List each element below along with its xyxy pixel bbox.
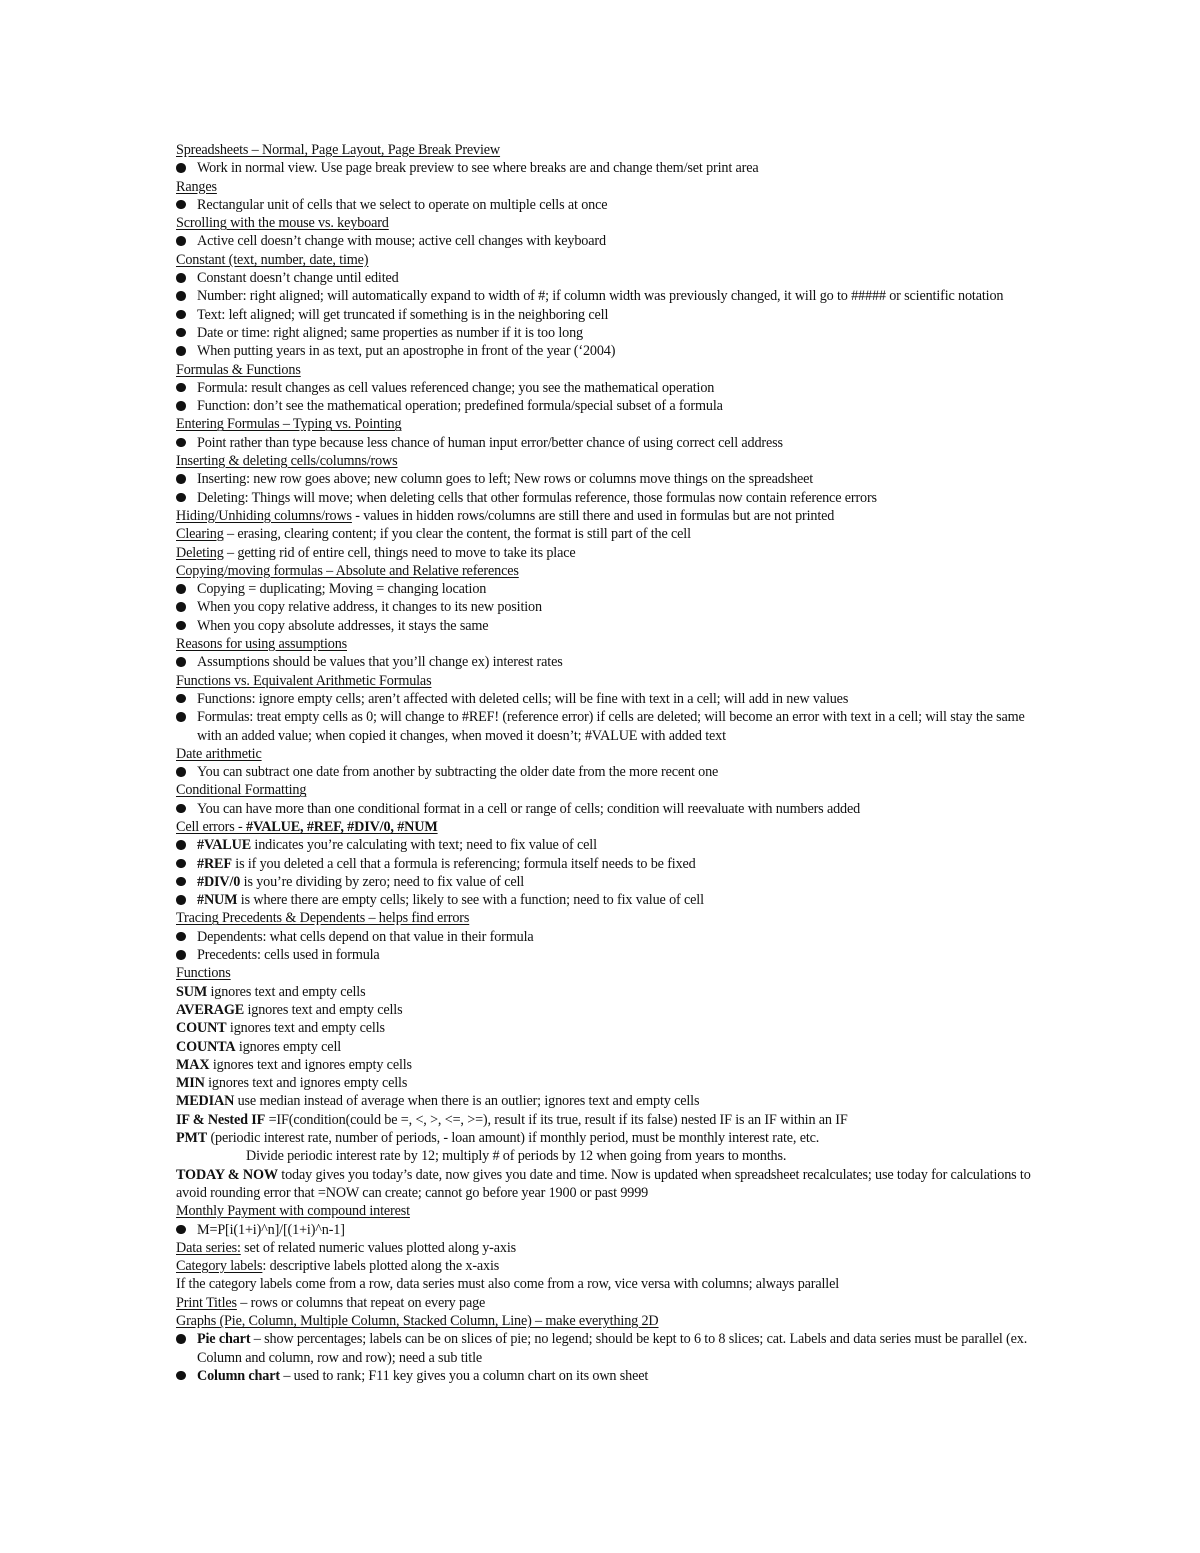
bullet-item [176, 928, 1046, 946]
section-heading [176, 214, 1046, 232]
function-line [176, 1074, 1046, 1092]
bullet-text: is where there are empty cells; likely to see with a function; need to fix value of cell [237, 892, 704, 909]
section-heading [176, 1312, 1046, 1330]
bullet-icon [176, 602, 186, 612]
bullet-item [176, 306, 1046, 324]
definition-line [176, 1257, 1046, 1275]
definition-text: – rows or columns that repeat on every page [236, 1294, 486, 1311]
definition-line [176, 544, 1046, 562]
bullet-text: Precedents: cells used in formula [197, 947, 380, 964]
bullet-item [176, 397, 1046, 415]
heading-text: Functions [176, 965, 231, 982]
bullet-text: Work in normal view. Use page break preview to see where breaks are and change them/set print area [197, 160, 759, 177]
function-line [176, 1129, 1046, 1147]
heading-text: Functions vs. Equivalent Arithmetic Formulas [176, 672, 432, 689]
function-line [176, 1111, 1046, 1129]
bullet-item [176, 196, 1046, 214]
bullet-icon [176, 401, 186, 411]
section-heading [176, 672, 1046, 690]
function-line [176, 983, 1046, 1001]
bullet-item [176, 580, 1046, 598]
heading-text: Scrolling with the mouse vs. keyboard [176, 215, 389, 232]
section-heading [176, 178, 1046, 196]
bullet-icon [176, 291, 186, 301]
function-line [176, 1001, 1046, 1019]
bullet-item [176, 855, 1046, 873]
bullet-item [176, 269, 1046, 287]
bullet-item [176, 800, 1046, 818]
definition-text: – erasing, clearing content; if you clear the content, the format is still part of the cell [223, 526, 691, 543]
bullet-icon [176, 895, 186, 905]
section-heading [176, 562, 1046, 580]
section-heading [176, 361, 1046, 379]
definition-line [176, 1294, 1046, 1312]
bullet-item [176, 379, 1046, 397]
bullet-text: – used to rank; F11 key gives you a column chart on its own sheet [279, 1367, 649, 1384]
bullet-text: Rectangular unit of cells that we select to operate on multiple cells at once [197, 196, 608, 213]
function-name: MEDIAN [176, 1093, 235, 1110]
line-text: If the category labels come from a row, data series must also come from a row, vice versa with columns; always parallel [176, 1276, 840, 1293]
definition-text: : descriptive labels plotted along the x-axis [262, 1258, 500, 1275]
function-line [176, 1038, 1046, 1056]
function-desc: today gives you today’s date, now gives you date and time. Now is updated when spreadsheet recalculates; use today for calculations to avoid rounding error that =NOW can create; cannot go before year 1900 or past 9999 [176, 1166, 1031, 1201]
bullet-item [176, 287, 1046, 305]
function-desc: ignores text and empty cells [207, 983, 366, 1000]
heading-text: Date arithmetic [176, 745, 262, 762]
bullet-icon [176, 950, 186, 960]
bullet-item [176, 617, 1046, 635]
function-line [176, 1019, 1046, 1037]
bullet-text: When you copy absolute addresses, it stays the same [197, 617, 489, 634]
bullet-icon [176, 346, 186, 356]
bullet-term: #NUM [197, 892, 238, 909]
heading-text: Conditional Formatting [176, 782, 307, 799]
heading-text: Graphs (Pie, Column, Multiple Column, Stacked Column, Line) – make everything 2D [176, 1313, 659, 1329]
bullet-term: #VALUE [197, 837, 252, 854]
section-heading [176, 251, 1046, 269]
bullet-text: Dependents: what cells depend on that value in their formula [197, 928, 534, 945]
bullet-item [176, 690, 1046, 708]
bullet-term: #REF [197, 855, 232, 872]
bullet-icon [176, 200, 186, 210]
bullet-text: Constant doesn’t change until edited [197, 270, 399, 287]
heading-text: Ranges [176, 178, 217, 195]
function-name: TODAY & NOW [176, 1166, 278, 1183]
section-heading [176, 781, 1046, 799]
bullet-icon [176, 273, 186, 283]
bullet-icon [176, 877, 186, 887]
function-name: COUNT [176, 1020, 227, 1037]
heading-text: Copying/moving formulas – Absolute and Relative references [176, 562, 519, 579]
bullet-text: indicates you’re calculating with text; need to fix value of cell [251, 837, 597, 854]
function-name: SUM [176, 983, 208, 1000]
definition-line [176, 507, 1046, 525]
bullet-icon [176, 383, 186, 393]
function-desc: ignores empty cell [235, 1038, 342, 1055]
bullet-text: Formulas: treat empty cells as 0; will change to #REF! (reference error) if cells are deleted; will become an error with text in a cell; will stay the same with an added value; when copied it changes, when moved it doesn’t; #VALUE with added text [197, 709, 1025, 744]
bullet-text: Text: left aligned; will get truncated if something is in the neighboring cell [197, 306, 609, 323]
heading-text: Constant (text, number, date, time) [176, 251, 369, 268]
bullet-icon [176, 694, 186, 704]
heading-bold-text: #VALUE, #REF, #DIV/0, #NUM [246, 818, 438, 835]
bullet-item [176, 342, 1046, 360]
definition-text: – getting rid of entire cell, things need to move to take its place [223, 544, 576, 561]
heading-text: Tracing Precedents & Dependents – helps find errors [176, 910, 470, 927]
bullet-term: #DIV/0 [197, 873, 241, 890]
bullet-text: Functions: ignore empty cells; aren’t affected with deleted cells; will be fine with text in a cell; will add in new values [197, 690, 849, 707]
section-heading [176, 452, 1046, 470]
bullet-term: Pie chart [197, 1331, 251, 1348]
bullet-icon [176, 932, 186, 942]
bullet-item [176, 946, 1046, 964]
bullet-item [176, 1330, 1046, 1367]
bullet-text: Deleting: Things will move; when deleting cells that other formulas reference, those formulas now contain reference errors [197, 489, 877, 506]
function-line [176, 1056, 1046, 1074]
bullet-item [176, 434, 1046, 452]
bullet-item [176, 708, 1046, 745]
bullet-text: Copying = duplicating; Moving = changing location [197, 581, 487, 598]
bullet-icon [176, 163, 186, 173]
bullet-text: is if you deleted a cell that a formula is referencing; formula itself needs to be fixed [231, 855, 696, 872]
function-desc: ignores text and ignores empty cells [204, 1075, 408, 1092]
definition-line [176, 525, 1046, 543]
bullet-text: – show percentages; labels can be on slices of pie; no legend; should be kept to 6 to 8 slices; cat. Labels and data series must be parallel (ex. Column and column, row and row); need a sub title [197, 1331, 1028, 1366]
bullet-text: You can have more than one conditional format in a cell or range of cells; condition will reevaluate with numbers added [197, 800, 861, 817]
function-name: MAX [176, 1056, 210, 1073]
section-heading [176, 415, 1046, 433]
heading-text: Monthly Payment with compound interest [176, 1203, 410, 1220]
function-name: MIN [176, 1075, 205, 1092]
bullet-icon [176, 584, 186, 594]
bullet-item [176, 836, 1046, 854]
bullet-icon [176, 1334, 186, 1344]
bullet-item [176, 489, 1046, 507]
heading-text: Formulas & Functions [176, 361, 301, 378]
bullet-icon [176, 493, 186, 503]
function-desc: use median instead of average when there is an outlier; ignores text and empty cells [234, 1093, 700, 1110]
term-heading: Data series: [176, 1239, 241, 1256]
term-heading: Category labels [176, 1258, 263, 1275]
bullet-item [176, 159, 1046, 177]
bullet-text: Active cell doesn’t change with mouse; active cell changes with keyboard [197, 233, 606, 250]
bullet-item [176, 873, 1046, 891]
section-heading [176, 635, 1046, 653]
bullet-text: Formula: result changes as cell values referenced change; you see the mathematical operation [197, 379, 715, 396]
bullet-text: is you’re dividing by zero; need to fix value of cell [240, 873, 525, 890]
bullet-text: When you copy relative address, it changes to its new position [197, 599, 542, 616]
bullet-text: M=P[i(1+i)^n]/[(1+i)^n-1] [197, 1221, 345, 1238]
bullet-icon [176, 840, 186, 850]
section-heading [176, 1202, 1046, 1220]
bullet-icon [176, 859, 186, 869]
bullet-icon [176, 657, 186, 667]
bullet-icon [176, 1225, 186, 1235]
function-desc: ignores text and empty cells [244, 1001, 403, 1018]
bullet-item [176, 1367, 1046, 1385]
function-name: IF & Nested IF [176, 1111, 266, 1128]
bullet-icon [176, 438, 186, 448]
bullet-icon [176, 236, 186, 246]
bullet-icon [176, 767, 186, 777]
bullet-icon [176, 310, 186, 320]
bullet-item [176, 232, 1046, 250]
bullet-icon [176, 621, 186, 631]
function-line [176, 1092, 1046, 1110]
term-heading: Deleting [176, 544, 224, 561]
heading-text: Entering Formulas – Typing vs. Pointing [176, 416, 402, 433]
definition-text: set of related numeric values plotted along y-axis [240, 1239, 517, 1256]
bullet-text: Date or time: right aligned; same properties as number if it is too long [197, 324, 583, 341]
section-heading [176, 745, 1046, 763]
function-desc: =IF(condition(could be =, <, >, <=, >=), result if its true, result if its false) nested IF is an IF within an IF [265, 1111, 848, 1128]
section-heading [176, 818, 1046, 836]
function-desc: ignores text and empty cells [226, 1020, 385, 1037]
bullet-text: When putting years in as text, put an apostrophe in front of the year (‘2004) [197, 343, 616, 360]
definition-text: - values in hidden rows/columns are still there and used in formulas but are not printed [351, 507, 835, 524]
bullet-text: You can subtract one date from another by subtracting the older date from the more recent one [197, 764, 719, 781]
note-text: Divide periodic interest rate by 12; multiply # of periods by 12 when going from years to months. [246, 1148, 787, 1165]
heading-text: Reasons for using assumptions [176, 636, 348, 653]
heading-text: Cell errors - [176, 818, 246, 835]
function-name: COUNTA [176, 1038, 236, 1055]
bullet-text: Number: right aligned; will automatically expand to width of #; if column width was previously changed, it will go to ##### or scientific notation [197, 288, 1004, 305]
bullet-icon [176, 804, 186, 814]
indented-note [176, 1147, 1046, 1165]
heading-text: Inserting & deleting cells/columns/rows [176, 453, 398, 470]
section-heading [176, 141, 1046, 159]
bullet-text: Function: don’t see the mathematical operation; predefined formula/special subset of a formula [197, 398, 723, 415]
bullet-item [176, 598, 1046, 616]
function-desc: ignores text and ignores empty cells [209, 1056, 412, 1073]
bullet-text: Inserting: new row goes above; new column goes to left; New rows or columns move things on the spreadsheet [197, 471, 814, 488]
bullet-icon [176, 712, 186, 722]
bullet-item [176, 1221, 1046, 1239]
bullet-text: Point rather than type because less chance of human input error/better chance of using correct cell address [197, 434, 783, 451]
function-name: PMT [176, 1130, 208, 1147]
section-heading [176, 964, 1046, 982]
heading-text: Spreadsheets – Normal, Page Layout, Page Break Preview [176, 142, 501, 158]
bullet-item [176, 653, 1046, 671]
bullet-item [176, 763, 1046, 781]
bullet-term: Column chart [197, 1367, 280, 1384]
bullet-item [176, 891, 1046, 909]
term-heading: Print Titles [176, 1294, 237, 1311]
bullet-item [176, 324, 1046, 342]
function-name: AVERAGE [176, 1001, 245, 1018]
bullet-text: Assumptions should be values that you’ll change ex) interest rates [197, 654, 563, 671]
section-heading [176, 909, 1046, 927]
term-heading: Hiding/Unhiding columns/rows [176, 507, 352, 524]
text-line [176, 1275, 1046, 1293]
bullet-item [176, 470, 1046, 488]
bullet-icon [176, 474, 186, 484]
term-heading: Clearing [176, 526, 224, 543]
bullet-icon [176, 328, 186, 338]
function-line [176, 1166, 1046, 1203]
function-desc: (periodic interest rate, number of periods, - loan amount) if monthly period, must be monthly interest rate, etc. [207, 1130, 820, 1147]
study-notes-document [176, 141, 1046, 1385]
definition-line [176, 1239, 1046, 1257]
bullet-icon [176, 1371, 186, 1381]
